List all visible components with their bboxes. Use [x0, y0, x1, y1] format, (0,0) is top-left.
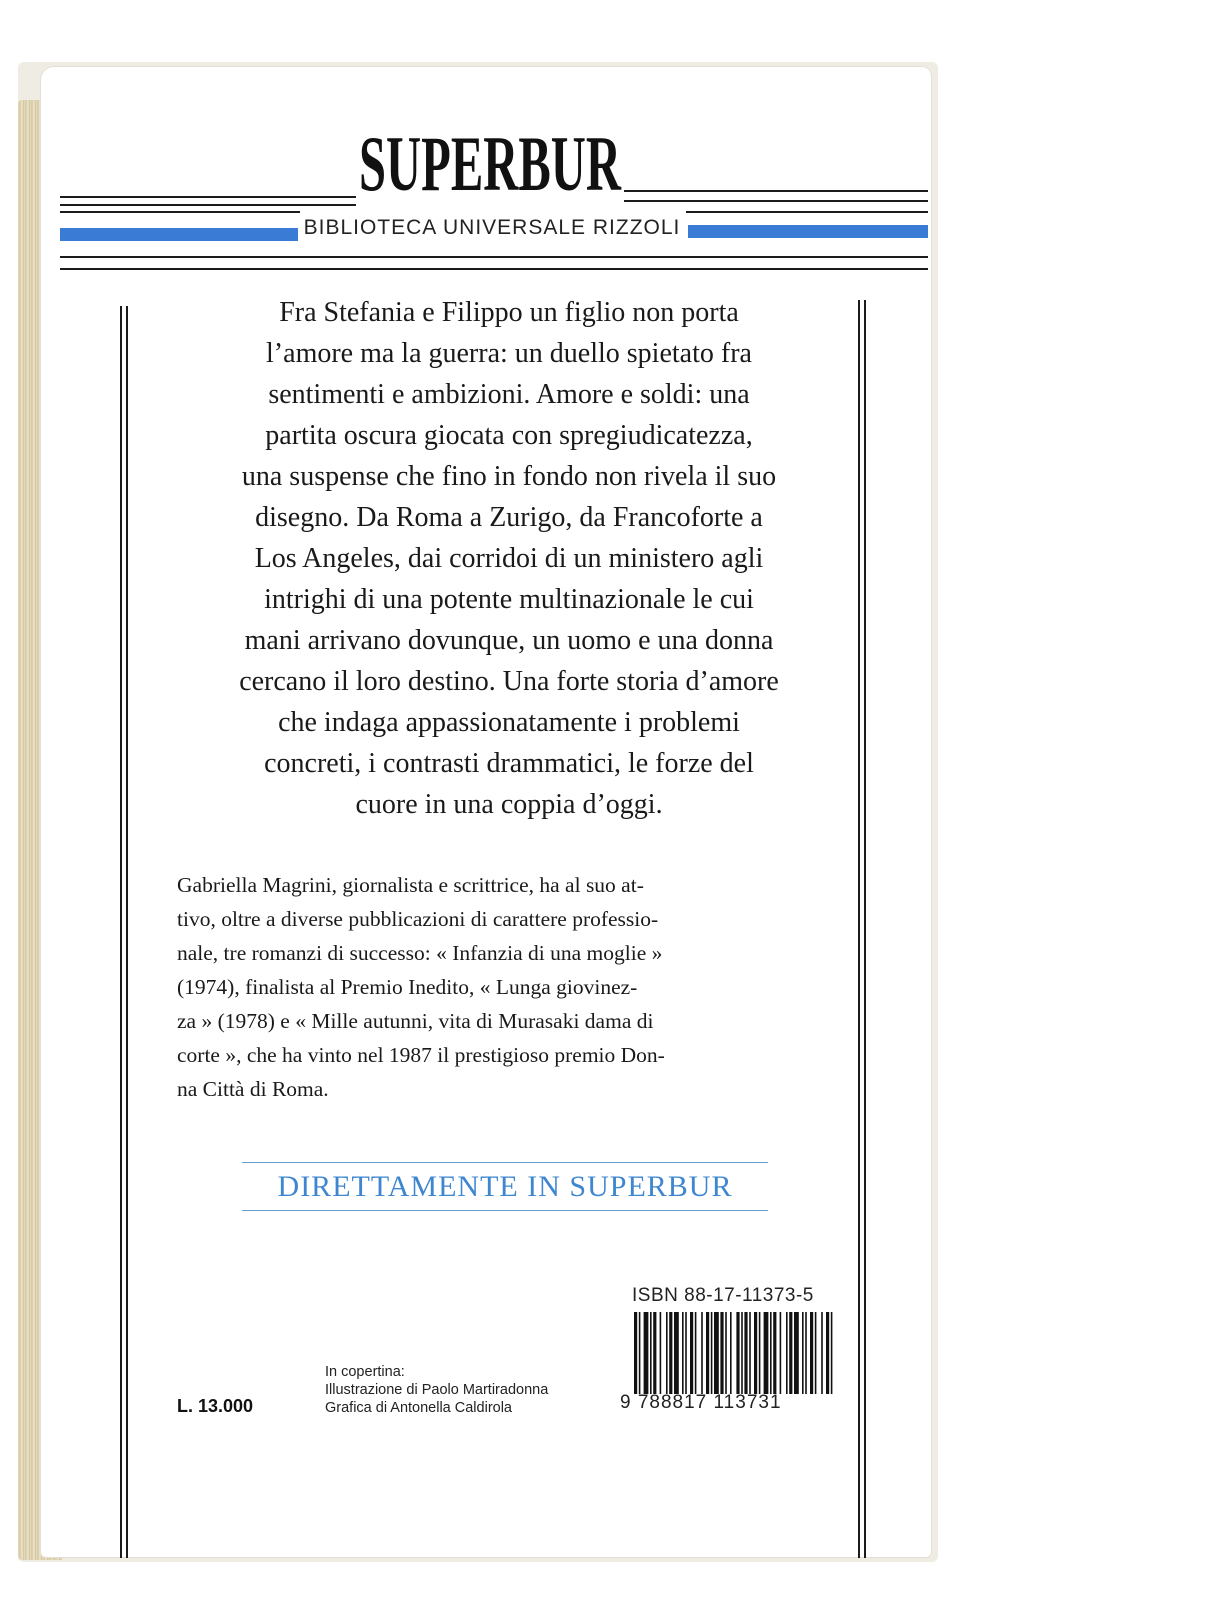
blurb-line: mani arrivano dovunque, un uomo e una donna	[244, 625, 774, 656]
blurb-line: cuore in una coppia d’oggi.	[355, 789, 663, 820]
accent-band-right	[688, 225, 928, 238]
banner-rule-bottom	[242, 1210, 768, 1211]
blurb-line: intrighi di una potente multinazionale le cui	[264, 584, 754, 615]
blurb-line: concreti, i contrasti drammatici, le forze del	[264, 748, 754, 779]
barcode-bar	[826, 1312, 829, 1394]
barcode-bar	[810, 1312, 813, 1394]
credits-line: Grafica di Antonella Caldirola	[325, 1400, 512, 1416]
barcode-bar	[711, 1312, 713, 1394]
barcode	[634, 1312, 834, 1394]
header-rule-bottom-1	[60, 256, 928, 258]
accent-band-left	[60, 228, 298, 241]
superbur-logo	[356, 120, 624, 207]
barcode-bar	[669, 1312, 672, 1394]
barcode-bar	[794, 1312, 799, 1394]
barcode-bar	[764, 1312, 769, 1394]
book-blurb	[140, 292, 878, 825]
credits-line: In copertina:	[325, 1364, 405, 1380]
credits-line: Illustrazione di Paolo Martiradonna	[325, 1382, 549, 1398]
barcode-bar	[695, 1312, 697, 1394]
blurb-line: una suspense che fino in fondo non rivela il suo	[241, 461, 777, 492]
barcode-bar	[780, 1312, 782, 1394]
barcode-bar	[730, 1312, 732, 1394]
barcode-bar	[720, 1312, 723, 1394]
barcode-bar	[725, 1312, 727, 1394]
barcode-bar	[650, 1312, 652, 1394]
barcode-bar	[666, 1312, 668, 1394]
barcode-bar	[754, 1312, 757, 1394]
header-rule-left-2	[60, 204, 356, 206]
direttamente-banner: DIRETTAMENTE IN SUPERBUR	[277, 1170, 733, 1203]
banner-rule-top	[242, 1162, 768, 1163]
blurb-line: Fra Stefania e Filippo un figlio non porta	[279, 297, 739, 328]
barcode-bar	[773, 1312, 776, 1394]
barcode-bar	[805, 1312, 807, 1394]
header-rule-bottom-2	[60, 268, 928, 270]
barcode-number: 9 788817 113731	[620, 1392, 782, 1413]
blurb-line: disegno. Da Roma a Zurigo, da Francoforte a	[255, 502, 763, 533]
author-bio	[177, 868, 837, 1106]
bio-line: corte », che ha vinto nel 1987 il prestigioso premio Don-	[177, 1043, 665, 1067]
barcode-bar	[802, 1312, 804, 1394]
header-rule-left-3	[60, 211, 300, 213]
barcode-bar	[660, 1312, 662, 1394]
blurb-line: l’amore ma la guerra: un duello spietato fra	[266, 338, 752, 369]
barcode-bar	[741, 1312, 743, 1394]
barcode-bar	[701, 1312, 703, 1394]
blurb-line: cercano il loro destino. Una forte storia d’amore	[239, 666, 779, 697]
barcode-bar	[786, 1312, 788, 1394]
header-rule-right-2	[624, 200, 928, 202]
barcode-bar	[682, 1312, 684, 1394]
barcode-bar	[749, 1312, 751, 1394]
bio-line: (1974), finalista al Premio Inedito, « Lunga giovinez-	[177, 975, 638, 999]
barcode-bar	[706, 1312, 709, 1394]
blurb-line: partita oscura giocata con spregiudicatezza,	[265, 420, 753, 451]
frame-left-inner	[126, 306, 128, 1558]
barcode-bar	[736, 1312, 739, 1394]
barcode-bar	[644, 1312, 649, 1394]
barcode-bar	[759, 1312, 761, 1394]
barcode-bar	[634, 1312, 637, 1394]
blurb-line: sentimenti e ambizioni. Amore e soldi: una	[268, 379, 750, 410]
barcode-bar	[685, 1312, 687, 1394]
bio-line: Gabriella Magrini, giornalista e scrittrice, ha al suo at-	[177, 873, 644, 897]
barcode-bar	[821, 1312, 823, 1394]
bio-line: nale, tre romanzi di successo: « Infanzia di una moglie »	[177, 941, 663, 965]
barcode-bar	[653, 1312, 656, 1394]
header-rule-right-1	[624, 190, 928, 192]
barcode-bar	[744, 1312, 747, 1394]
price-label: L. 13.000	[177, 1396, 254, 1416]
barcode-bar	[770, 1312, 772, 1394]
cover-credits	[325, 1363, 548, 1417]
bio-line: tivo, oltre a diverse pubblicazioni di carattere professio-	[177, 907, 659, 931]
barcode-bar	[789, 1312, 792, 1394]
barcode-bar	[831, 1312, 833, 1394]
barcode-bar	[714, 1312, 719, 1394]
blurb-line: Los Angeles, dai corridoi di un ministero agli	[254, 543, 764, 574]
isbn-label: ISBN 88-17-11373-5	[632, 1285, 814, 1306]
barcode-bar	[674, 1312, 679, 1394]
barcode-bar	[815, 1312, 817, 1394]
logo-text: SUPERBUR	[359, 120, 623, 207]
bio-line: za » (1978) e « Mille autunni, vita di Murasaki dama di	[177, 1009, 654, 1033]
blurb-line: che indaga appassionatamente i problemi	[278, 707, 740, 738]
header-rule-right-3	[686, 211, 928, 213]
series-subtitle: BIBLIOTECA UNIVERSALE RIZZOLI	[303, 216, 681, 239]
bio-line: na Città di Roma.	[177, 1077, 329, 1101]
header-rule-left-1	[60, 196, 356, 198]
frame-left-outer	[120, 306, 122, 1558]
barcode-bar	[690, 1312, 693, 1394]
barcode-bar	[639, 1312, 641, 1394]
